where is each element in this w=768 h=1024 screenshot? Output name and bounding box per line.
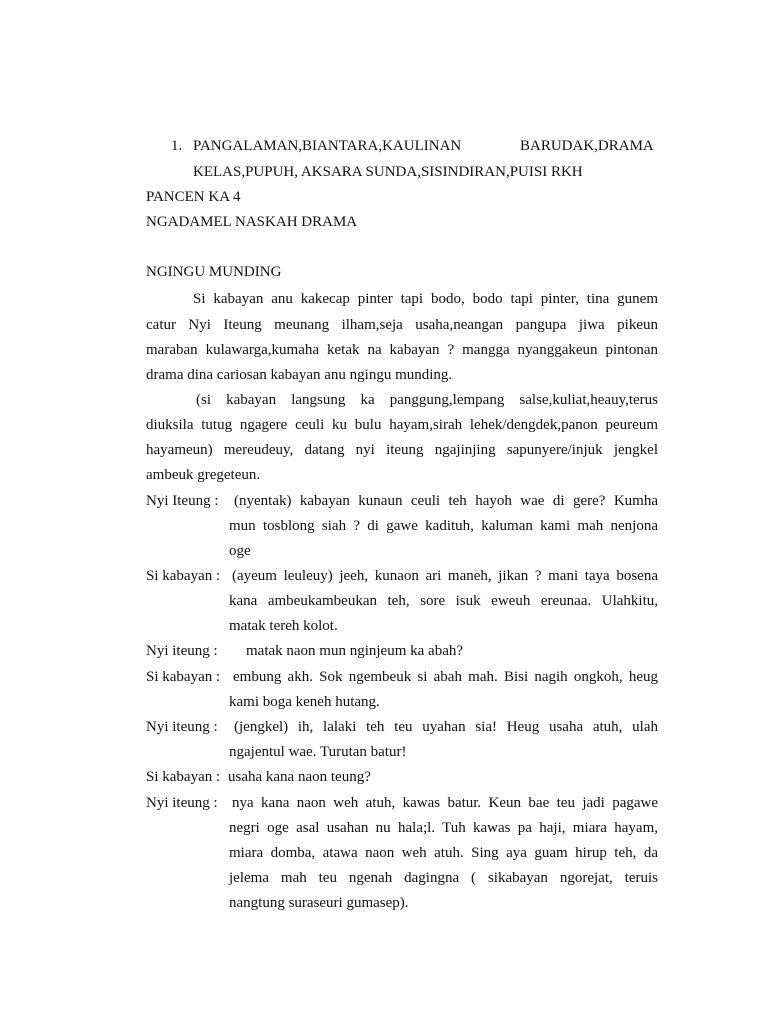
list-item-line2: KELAS,PUPUH, AKSARA SUNDA,SISINDIRAN,PUISI RKH [193, 164, 583, 180]
dialogue-line: usaha kana naon teung? [228, 769, 371, 785]
speaker-label: Nyi iteung : [146, 719, 218, 735]
stage-direction-line: ambeuk gregeteun. [146, 467, 261, 483]
dialogue-line: negri oge asal usahan nu hala;l. Tuh kawas pa haji, miara hayam, [229, 820, 658, 836]
dialogue-line: matak naon mun nginjeum ka abah? [246, 643, 464, 659]
speaker-label: Si kabayan : [146, 669, 221, 685]
dialogue-line: embung akh. Sok ngembeuk si abah mah. Bisi nagih ongkoh, heug [233, 669, 658, 685]
list-item-line1-a: PANGALAMAN,BIANTARA,KAULINAN [193, 138, 462, 154]
document-heading: NGADAMEL NASKAH DRAMA [146, 214, 358, 230]
speaker-label: Nyi iteung : [146, 795, 218, 811]
dialogue-line: miara domba, atawa naon weh atuh. Sing aya guam hirup teh, da [229, 845, 658, 861]
intro-line: Si kabayan anu kakecap pinter tapi bodo, bodo tapi pinter, tina gunem [193, 291, 658, 307]
dialogue-line: kami boga keneh hutang. [229, 694, 380, 710]
speaker-label: Si kabayan : [146, 769, 221, 785]
intro-line: drama dina cariosan kabayan anu ngingu munding. [146, 367, 453, 383]
stage-direction-line: diuksila tutug ngagere ceuli ku bulu hayam,sirah lehek/dengdek,panon peureum [146, 417, 658, 433]
dialogue-line: ngajentul wae. Turutan batur! [229, 744, 407, 760]
dialogue-line: matak tereh kolot. [229, 618, 338, 634]
list-number: 1. [171, 138, 183, 154]
dialogue-line: jelema mah teu ngenah dagingna ( sikabayan ngorejat, teruis [229, 870, 658, 886]
dialogue-line: nya kana naon weh atuh, kawas batur. Keun bae teu jadi pagawe [232, 795, 658, 811]
dialogue-line: (ayeum leuleuy) jeeh, kunaon ari maneh, jikan ? mani taya bosena [232, 568, 658, 584]
drama-title: NGINGU MUNDING [146, 264, 282, 280]
intro-line: maraban kulawarga,kumaha ketak na kabayan ? mangga nyanggakeun pintonan [146, 342, 658, 358]
stage-direction-line: (si kabayan langsung ka panggung,lempang salse,kuliat,heauy,terus [196, 392, 658, 408]
dialogue-line: kana ambeukambeukan teh, sore isuk eweuh ereunaa. Ulahkitu, [229, 593, 658, 609]
dialogue-line: (nyentak) kabayan kunaun ceuli teh hayoh wae di gere? Kumha [234, 493, 658, 509]
dialogue-line: mun tosblong siah ? di gawe kadituh, kaluman kami mah nenjona [229, 518, 658, 534]
stage-direction-line: hayameun) mereudeuy, datang nyi iteung ngajinjing sapunyere/injuk jengkel [146, 442, 658, 458]
speaker-label: Nyi iteung : [146, 643, 218, 659]
task-label: PANCEN KA 4 [146, 189, 241, 205]
dialogue-line: oge [229, 543, 251, 559]
speaker-label: Nyi Iteung : [146, 493, 219, 509]
dialogue-line: (jengkel) ih, lalaki teh teu uyahan sia! Heug usaha atuh, ulah [234, 719, 658, 735]
intro-line: catur Nyi Iteung meunang ilham,seja usaha,neangan pangupa jiwa pikeun [146, 317, 658, 333]
speaker-label: Si kabayan : [146, 568, 221, 584]
list-item-line1-b: BARUDAK,DRAMA [520, 138, 654, 154]
dialogue-line: nangtung suraseuri gumasep). [229, 895, 409, 911]
